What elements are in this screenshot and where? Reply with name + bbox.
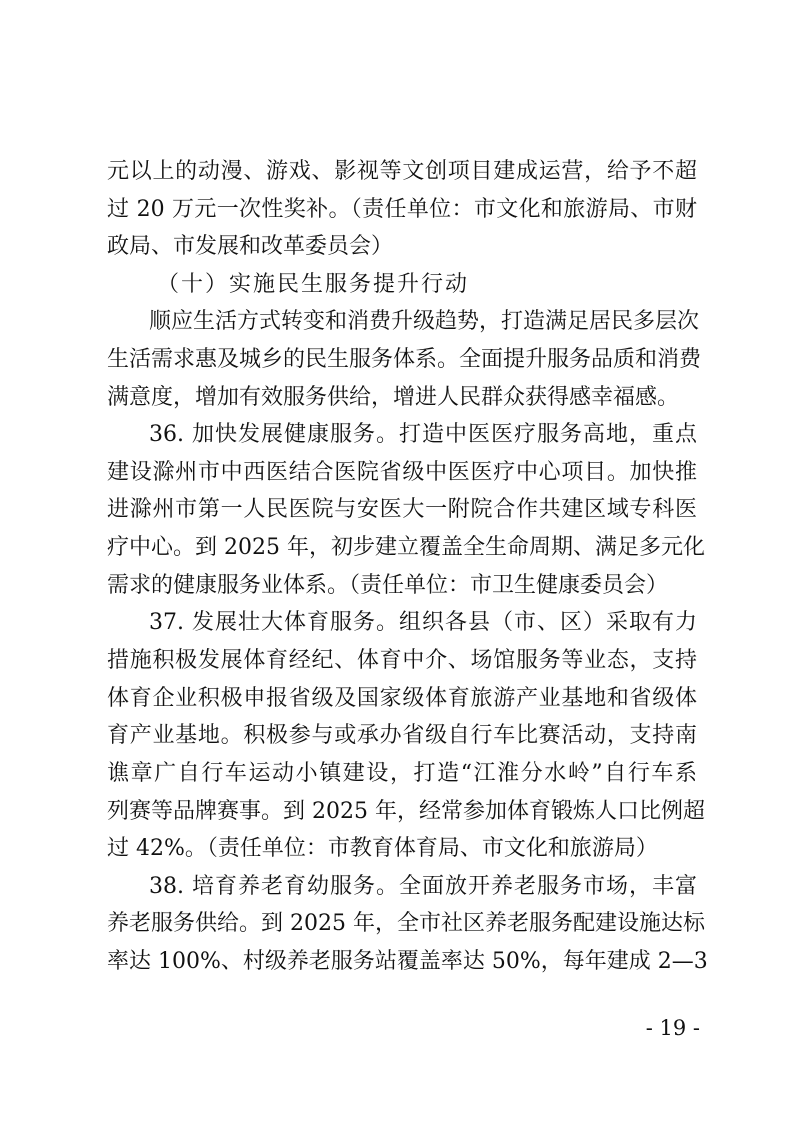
text-line: 满意度，增加有效服务供给，增进人民群众获得感幸福感。 [107, 385, 680, 410]
text-line: 过 20 万元一次性奖补。（责任单位：市文化和旅游局、市财 [107, 197, 697, 222]
text-line: 率达 100%、村级养老服务站覆盖率达 50%，每年建成 2—3 [107, 949, 708, 974]
text-line: 37. 发展壮大体育服务。组织各县（市、区）采取有力 [149, 610, 697, 635]
text-line: 措施积极发展体育经纪、体育中介、场馆服务等业态，支持 [107, 648, 697, 673]
text-line: 38. 培育养老育幼服务。全面放开养老服务市场，丰富 [149, 874, 697, 899]
text-line: 过 42%。（责任单位：市教育体育局、市文化和旅游局） [107, 836, 658, 861]
text-line: 政局、市发展和改革委员会） [107, 234, 394, 259]
text-line: 育产业基地。积极参与或承办省级自行车比赛活动，支持南 [107, 723, 697, 748]
text-line: 顺应生活方式转变和消费升级趋势，打造满足居民多层次 [149, 309, 700, 334]
text-line: 进滁州市第一人民医院与安医大一附院合作共建区域专科医 [107, 497, 697, 522]
text-line: 元以上的动漫、游戏、影视等文创项目建成运营，给予不超 [107, 159, 697, 184]
text-line: 生活需求惠及城乡的民生服务体系。全面提升服务品质和消费 [107, 347, 702, 372]
text-line: 36. 加快发展健康服务。打造中医医疗服务高地，重点 [149, 422, 697, 447]
text-line: 养老服务供给。到 2025 年，全市社区养老服务配建设施达标 [107, 911, 705, 936]
text-line: 谯章广自行车运动小镇建设，打造“江淮分水岭”自行车系 [107, 761, 697, 786]
text-line: 需求的健康服务业体系。（责任单位：市卫生健康委员会） [107, 573, 669, 598]
text-line: 列赛等品牌赛事。到 2025 年，经常参加体育锻炼人口比例超 [107, 799, 705, 824]
text-line: 体育企业积极申报省级及国家级体育旅游产业基地和省级体 [107, 686, 697, 711]
section-heading: （十）实施民生服务提升行动 [157, 272, 470, 297]
page-number: - 19 - [645, 1016, 700, 1040]
text-line: 疗中心。到 2025 年，初步建立覆盖全生命周期、满足多元化 [107, 535, 705, 560]
text-line: 建设滁州市中西医结合医院省级中医医疗中心项目。加快推 [107, 460, 697, 485]
